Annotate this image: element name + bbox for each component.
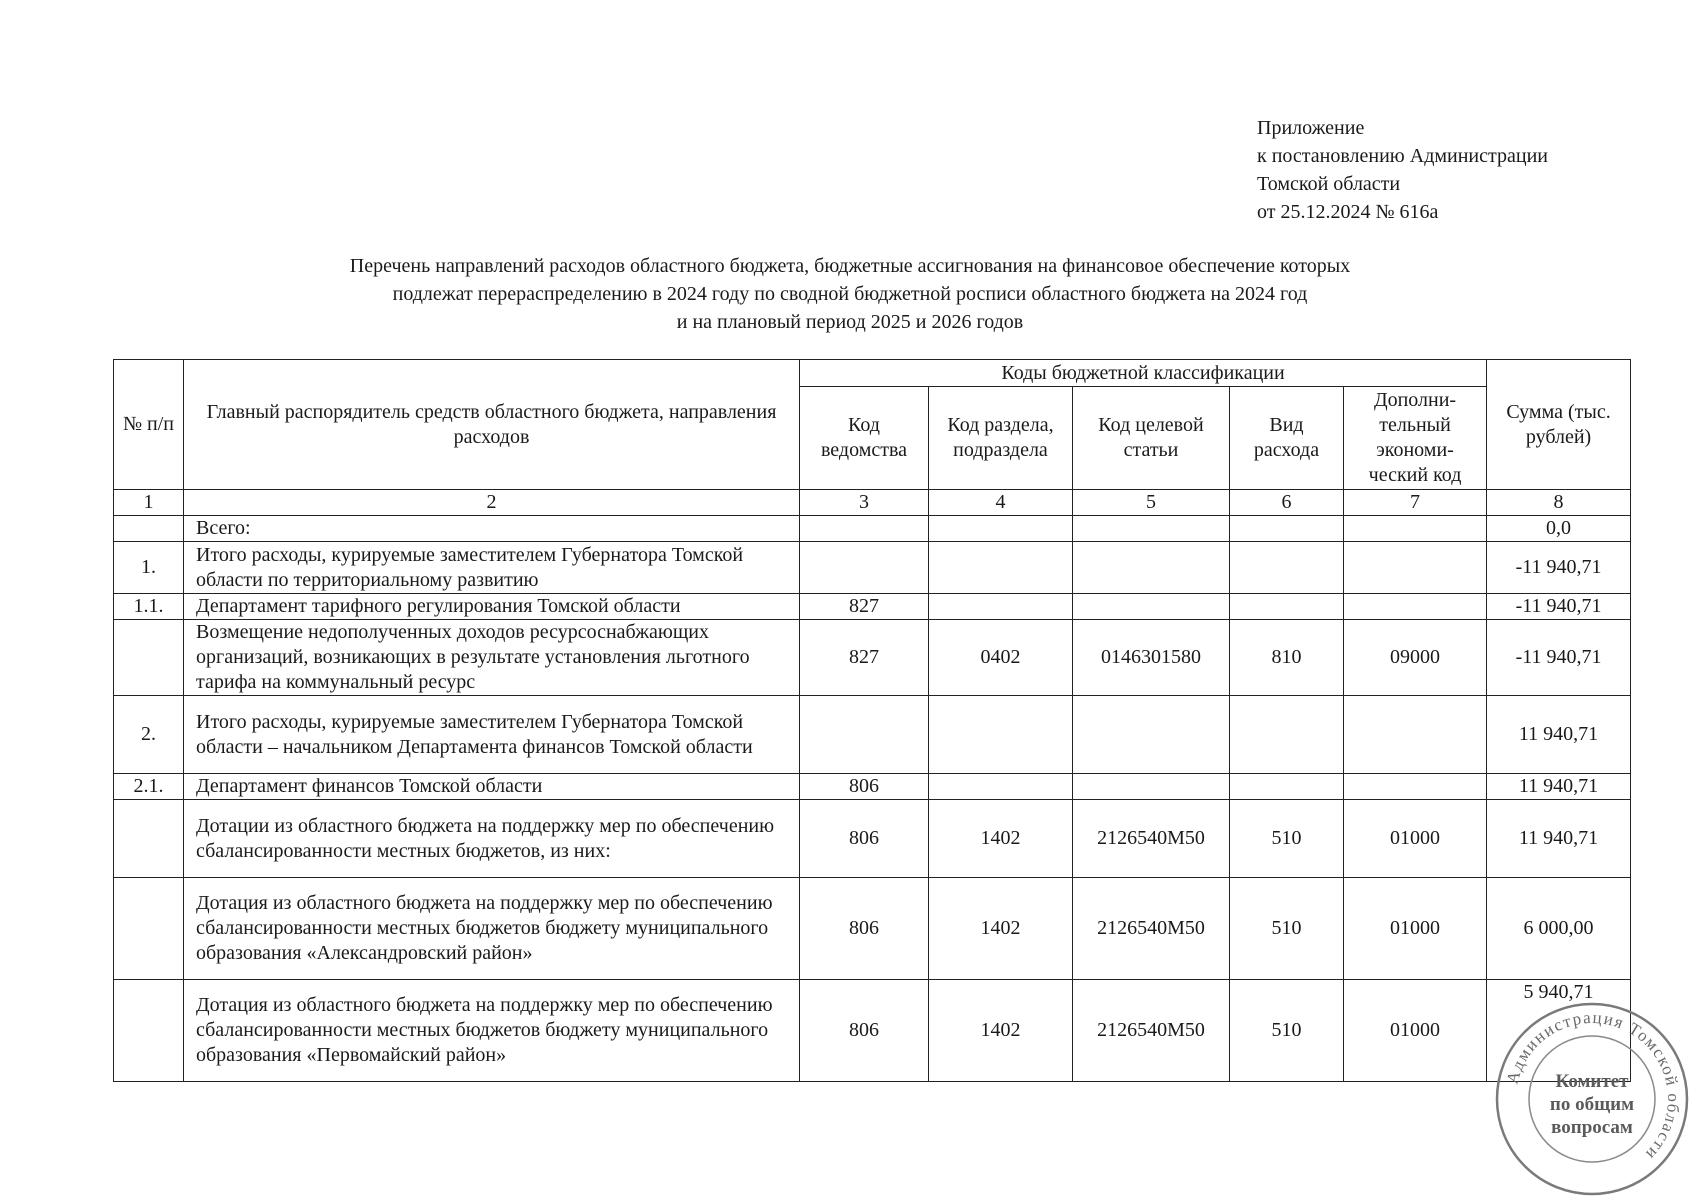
header-amount: Сумма (тыс. рублей) — [1487, 360, 1631, 490]
table-row — [114, 980, 1631, 1082]
row-target — [1073, 542, 1230, 594]
row-section — [929, 774, 1073, 800]
row-name: Итого расходы, курируемые заместителем Губернатора Томской области – начальником Департамента финансов Томской области — [184, 696, 800, 774]
col-number: 8 — [1487, 490, 1631, 516]
row-amount: 6 000,00 — [1487, 878, 1631, 980]
budget-table — [113, 359, 1631, 1082]
title-line-2: подлежат перераспределению в 2024 году по сводной бюджетной росписи областного бюджета на 2024 год — [392, 283, 1308, 305]
row-section: 1402 — [929, 980, 1073, 1082]
row-target: 2126540М50 — [1073, 878, 1230, 980]
col-number: 1 — [114, 490, 184, 516]
official-stamp — [1492, 999, 1692, 1199]
row-econ — [1344, 594, 1487, 620]
row-type: 510 — [1230, 800, 1344, 878]
row-type — [1230, 542, 1344, 594]
row-econ: 01000 — [1344, 980, 1487, 1082]
row-econ: 01000 — [1344, 878, 1487, 980]
row-dept: 806 — [800, 774, 929, 800]
header-codes-group: Коды бюджетной классификации — [800, 360, 1487, 387]
table-row — [114, 800, 1631, 878]
stamp-center-line-3: вопросам — [1551, 1117, 1633, 1138]
stamp-ring-text: Администрация Томской области — [1502, 1007, 1684, 1165]
row-dept — [800, 542, 929, 594]
row-dept: 806 — [800, 980, 929, 1082]
row-target — [1073, 774, 1230, 800]
col-number: 5 — [1073, 490, 1230, 516]
row-type — [1230, 774, 1344, 800]
table-row — [114, 696, 1631, 774]
row-econ — [1344, 696, 1487, 774]
header-num: № п/п — [114, 360, 184, 490]
header-econ-code: Дополни-тельный экономи-ческий код — [1344, 387, 1487, 490]
row-econ — [1344, 542, 1487, 594]
col-number: 4 — [929, 490, 1073, 516]
row-amount: 11 940,71 — [1487, 774, 1631, 800]
row-amount: -11 940,71 — [1487, 620, 1631, 696]
row-dept: 827 — [800, 620, 929, 696]
table-row — [114, 516, 1631, 542]
table-row — [114, 594, 1631, 620]
table-row — [114, 774, 1631, 800]
row-name: Департамент тарифного регулирования Томской области — [184, 594, 800, 620]
row-section — [929, 594, 1073, 620]
row-num — [114, 980, 184, 1082]
row-econ: 09000 — [1344, 620, 1487, 696]
row-name: Дотация из областного бюджета на поддержку мер по обеспечению сбалансированности местных бюджетов бюджету муниципального образования «Александровский район» — [184, 878, 800, 980]
header-target-code: Код целевой статьи — [1073, 387, 1230, 490]
col-number: 2 — [184, 490, 800, 516]
row-type: 810 — [1230, 620, 1344, 696]
row-type: 510 — [1230, 878, 1344, 980]
row-dept: 806 — [800, 878, 929, 980]
appendix-line-4: от 25.12.2024 № 616а — [1257, 201, 1439, 223]
row-num — [114, 800, 184, 878]
row-dept: 827 — [800, 594, 929, 620]
col-number: 7 — [1344, 490, 1487, 516]
row-amount: 11 940,71 — [1487, 696, 1631, 774]
header-manager: Главный распорядитель средств областного бюджета, направления расходов — [184, 360, 800, 490]
appendix-line-2: к постановлению Администрации — [1257, 145, 1548, 167]
row-num — [114, 516, 184, 542]
row-target — [1073, 516, 1230, 542]
row-section: 1402 — [929, 878, 1073, 980]
row-amount: 5 940,71 — [1487, 980, 1631, 1082]
col-number: 3 — [800, 490, 929, 516]
row-type — [1230, 594, 1344, 620]
row-target: 2126540М50 — [1073, 800, 1230, 878]
row-name: Возмещение недополученных доходов ресурсоснабжающих организаций, возникающих в результате установления льготного тарифа на коммунальный ресурс — [184, 620, 800, 696]
row-dept: 806 — [800, 800, 929, 878]
row-section: 0402 — [929, 620, 1073, 696]
row-econ — [1344, 774, 1487, 800]
row-section — [929, 696, 1073, 774]
table-row — [114, 542, 1631, 594]
row-amount: 11 940,71 — [1487, 800, 1631, 878]
header-expense-type: Вид расхода — [1230, 387, 1344, 490]
row-amount: -11 940,71 — [1487, 594, 1631, 620]
row-num — [114, 878, 184, 980]
row-name: Дотации из областного бюджета на поддержку мер по обеспечению сбалансированности местных бюджетов, из них: — [184, 800, 800, 878]
title-line-1: Перечень направлений расходов областного бюджета, бюджетные ассигнования на финансовое обеспечение которых — [349, 255, 1351, 277]
header-section-code: Код раздела, подраздела — [929, 387, 1073, 490]
title-line-3: и на плановый период 2025 и 2026 годов — [676, 311, 1024, 333]
row-num — [114, 620, 184, 696]
stamp-center-line-1: Комитет — [1555, 1071, 1629, 1092]
row-name: Итого расходы, курируемые заместителем Губернатора Томской области по территориальному развитию — [184, 542, 800, 594]
row-amount: 0,0 — [1487, 516, 1631, 542]
header-row-1 — [114, 360, 1631, 387]
table-row — [114, 620, 1631, 696]
row-name: Дотация из областного бюджета на поддержку мер по обеспечению сбалансированности местных бюджетов бюджету муниципального образования «Первомайский район» — [184, 980, 800, 1082]
stamp-center-line-2: по общим — [1549, 1094, 1635, 1115]
row-section: 1402 — [929, 800, 1073, 878]
header-dept-code: Код ведомства — [800, 387, 929, 490]
row-target — [1073, 696, 1230, 774]
row-amount: -11 940,71 — [1487, 542, 1631, 594]
appendix-line-1: Приложение — [1257, 117, 1365, 139]
row-econ: 01000 — [1344, 800, 1487, 878]
row-type: 510 — [1230, 980, 1344, 1082]
row-dept — [800, 516, 929, 542]
row-type — [1230, 696, 1344, 774]
row-target — [1073, 594, 1230, 620]
document-title — [100, 252, 1600, 336]
row-target: 0146301580 — [1073, 620, 1230, 696]
row-name: Всего: — [184, 516, 800, 542]
row-dept — [800, 696, 929, 774]
row-section — [929, 516, 1073, 542]
row-econ — [1344, 516, 1487, 542]
appendix-line-3: Томской области — [1257, 173, 1401, 195]
row-section — [929, 542, 1073, 594]
row-type — [1230, 516, 1344, 542]
row-num: 1. — [114, 542, 184, 594]
row-num: 2. — [114, 696, 184, 774]
row-num: 1.1. — [114, 594, 184, 620]
row-num: 2.1. — [114, 774, 184, 800]
appendix-block — [1257, 114, 1548, 226]
column-number-row — [114, 490, 1631, 516]
row-target: 2126540М50 — [1073, 980, 1230, 1082]
table-row — [114, 878, 1631, 980]
col-number: 6 — [1230, 490, 1344, 516]
row-name: Департамент финансов Томской области — [184, 774, 800, 800]
